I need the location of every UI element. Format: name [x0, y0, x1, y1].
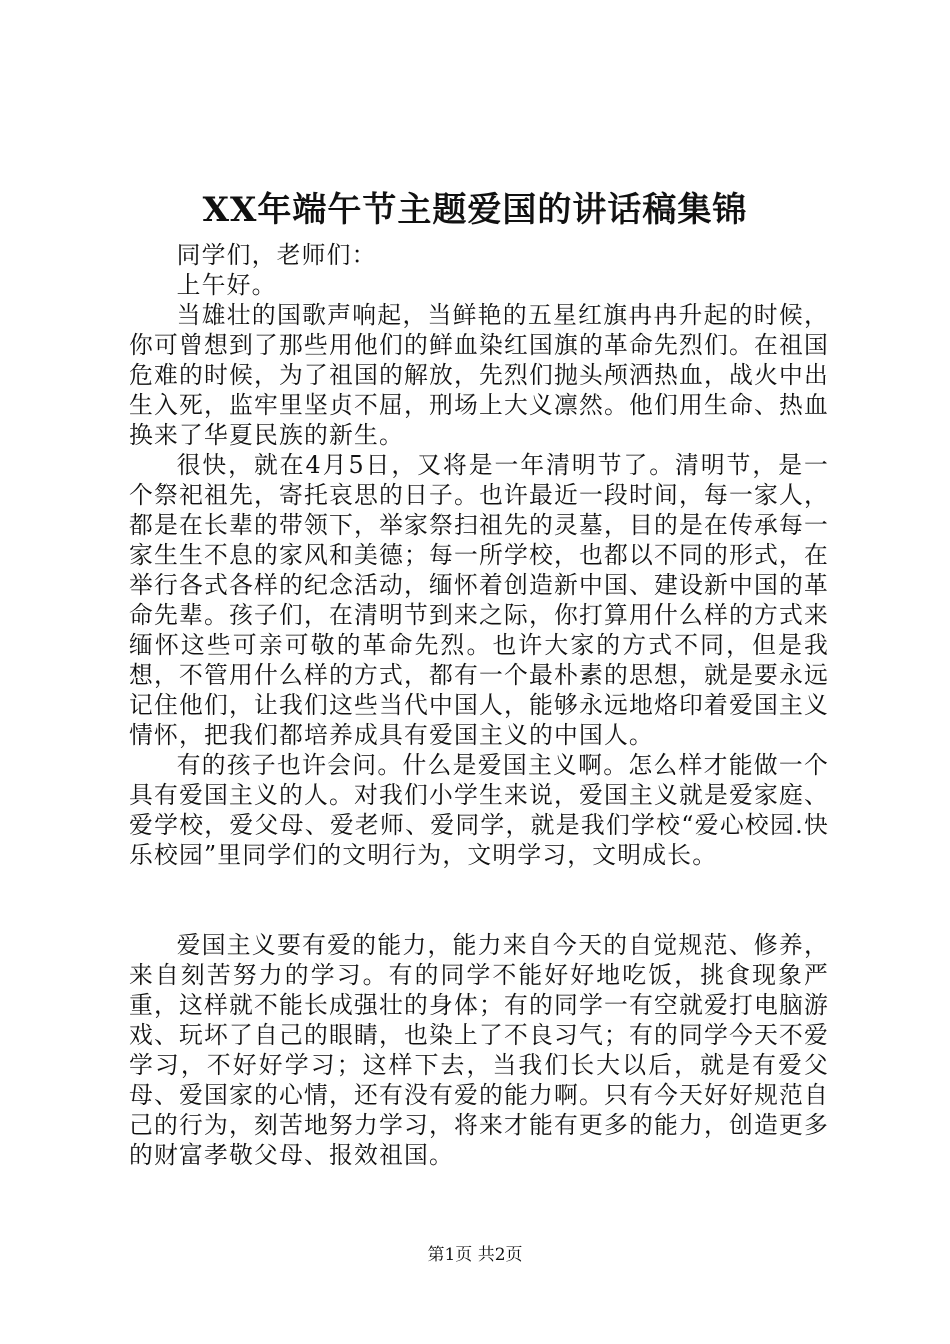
salutation: 同学们，老师们： — [176, 241, 377, 269]
greeting: 上午好。 — [176, 271, 277, 299]
document-title: XX年端午节主题爱国的讲话稿集锦 — [202, 190, 748, 230]
document-body — [129, 240, 829, 1170]
paragraph-what-is-patriotism: 有的孩子也许会问。什么是爱国主义啊。怎么样才能做一个具有爱国主义的人。对我们小学生来说，爱国主义就是爱家庭、爱学校，爱父母、爱老师、爱同学，就是我们学校“爱心校园.快乐校园”里同学们的文明行为，文明学习，文明成长。 — [129, 751, 829, 869]
paragraph-qingming: 很快，就在4月5日，又将是一年清明节了。清明节，是一个祭祀祖先，寄托哀思的日子。也许最近一段时间，每一家人，都是在长辈的带领下，举家祭扫祖先的灵墓，目的是在传承每一家生生不息的家风和美德；每一所学校，也都以不同的形式，在举行各式各样的纪念活动，缅怀着创造新中国、建设新中国的革命先辈。孩子们，在清明节到来之际，你打算用什么样的方式来缅怀这些可亲可敬的革命先烈。也许大家的方式不同，但是我想，不管用什么样的方式，都有一个最朴素的思想，就是要永远记住他们，让我们这些当代中国人，能够永远地烙印着爱国主义情怀，把我们都培养成具有爱国主义的中国人。 — [129, 451, 829, 749]
page-number: 第1页 共2页 — [427, 1245, 523, 1265]
paragraph-gap — [129, 870, 829, 930]
paragraph-ability-to-love: 爱国主义要有爱的能力，能力来自今天的自觉规范、修养，来自刻苦努力的学习。有的同学不能好好地吃饭，挑食现象严重，这样就不能长成强壮的身体；有的同学一有空就爱打电脑游戏、玩坏了自己的眼睛，也染上了不良习气；有的同学今天不爱学习，不好好学习；这样下去，当我们长大以后，就是有爱父母、爱国家的心情，还有没有爱的能力啊。只有今天好好规范自己的行为，刻苦地努力学习，将来才能有更多的能力，创造更多的财富孝敬父母、报效祖国。 — [129, 931, 829, 1169]
paragraph-anthem: 当雄壮的国歌声响起，当鲜艳的五星红旗冉冉升起的时候，你可曾想到了那些用他们的鲜血染红国旗的革命先烈们。在祖国危难的时候，为了祖国的解放，先烈们抛头颅洒热血，战火中出生入死，监牢里坚贞不屈，刑场上大义凛然。他们用生命、热血换来了华夏民族的新生。 — [129, 301, 829, 449]
